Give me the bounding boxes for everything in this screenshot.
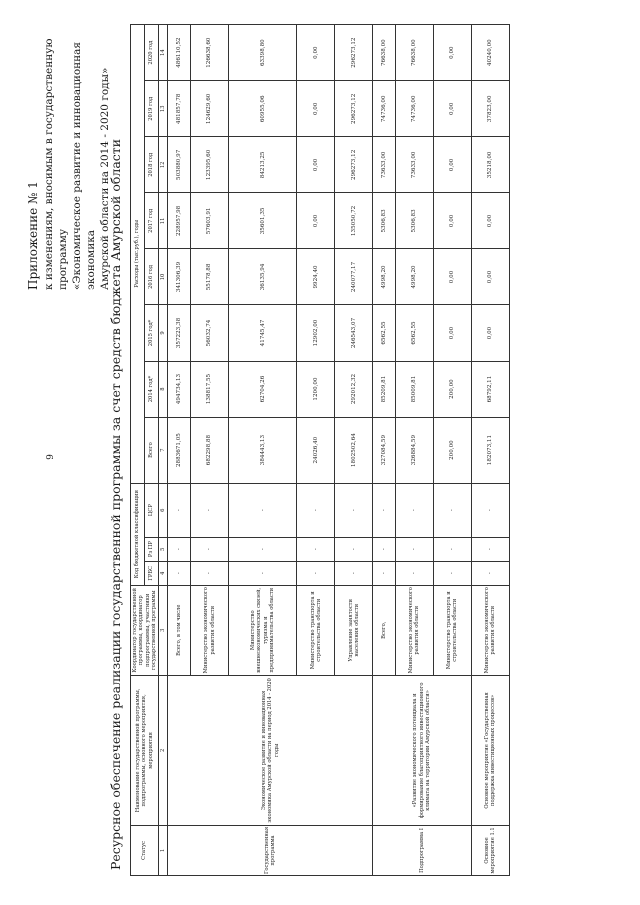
status-cell: Подпрограмма I [373, 825, 471, 875]
year-value-cell: 0,00 [297, 25, 335, 81]
year-value-cell: 296273,12 [335, 81, 373, 137]
year-value-cell: 1200,00 [297, 361, 335, 417]
rzpr-cell: - [471, 537, 509, 561]
year-value-cell: 494734,13 [168, 361, 191, 417]
header-year: 2014 год* [145, 361, 159, 417]
coordinator-cell: Министерство экономического развития области [471, 585, 509, 675]
year-value-cell: 85209,81 [373, 361, 396, 417]
program-name-cell: Основное мероприятие «Государственная поддержка инвестиционных процессов» [471, 675, 509, 825]
total-value-cell: 384443,13 [228, 417, 297, 483]
csr-cell: - [471, 483, 509, 537]
table-row [168, 25, 191, 876]
year-value-cell: 292012,32 [335, 361, 373, 417]
csr-cell: - [191, 483, 229, 537]
header-expenses: Расходы (тыс.руб.), годы [131, 25, 145, 484]
year-value-cell: 0,00 [471, 249, 509, 305]
column-number: 9 [159, 305, 168, 361]
header-budget-class: Код бюджетной классификации [131, 483, 145, 585]
year-value-cell: 84213,25 [228, 137, 297, 193]
year-value-cell: 74736,00 [373, 81, 396, 137]
year-value-cell: 56032,74 [191, 305, 229, 361]
header-grbs: ГРБС [145, 561, 159, 585]
year-value-cell: 135050,72 [335, 193, 373, 249]
column-number: 4 [159, 561, 168, 585]
year-value-cell: 85009,81 [395, 361, 433, 417]
grbs-cell: - [335, 561, 373, 585]
year-value-cell: 0,00 [471, 305, 509, 361]
status-cell: Государственная программа [168, 825, 373, 875]
column-number: 12 [159, 137, 168, 193]
year-value-cell: 481857,78 [168, 81, 191, 137]
header-status: Статус [131, 825, 159, 875]
year-value-cell: 0,00 [433, 81, 471, 137]
column-number-row [159, 25, 168, 876]
coordinator-cell: Министерство экономического развития области [191, 585, 229, 675]
column-number: 1 [159, 825, 168, 875]
header-year: 2020 год [145, 25, 159, 81]
coordinator-cell: Управление занятости населения области [335, 585, 373, 675]
year-value-cell: 4998,20 [395, 249, 433, 305]
total-value-cell: 2883671,05 [168, 417, 191, 483]
rzpr-cell: - [191, 537, 229, 561]
year-value-cell: 341306,39 [168, 249, 191, 305]
year-value-cell: 0,00 [433, 249, 471, 305]
rzpr-cell: - [228, 537, 297, 561]
year-value-cell: 5306,83 [395, 193, 433, 249]
resource-table [130, 24, 510, 876]
total-value-cell: 1802502,64 [335, 417, 373, 483]
year-value-cell: 503880,97 [168, 137, 191, 193]
table-title: Ресурсное обеспечение реализации государственной программы за счет средств бюджета Амурской области [108, 138, 123, 870]
column-number: 7 [159, 417, 168, 483]
year-value-cell: 6562,55 [373, 305, 396, 361]
table-body [168, 25, 509, 876]
year-value-cell: 0,00 [433, 137, 471, 193]
year-value-cell: 124629,60 [191, 81, 229, 137]
table-row [471, 25, 509, 876]
year-value-cell: 0,00 [297, 137, 335, 193]
year-value-cell: 138817,55 [191, 361, 229, 417]
coordinator-cell: Министерство транспорта и строительства области [297, 585, 335, 675]
rzpr-cell: - [297, 537, 335, 561]
year-value-cell: 123395,60 [191, 137, 229, 193]
column-number: 2 [159, 675, 168, 825]
csr-cell: - [297, 483, 335, 537]
column-number: 14 [159, 25, 168, 81]
total-value-cell: 682298,88 [191, 417, 229, 483]
year-value-cell: 228957,98 [168, 193, 191, 249]
header-total: Всего [145, 417, 159, 483]
year-value-cell: 12902,00 [297, 305, 335, 361]
coordinator-cell: Министерство транспорта и строительства области [433, 585, 471, 675]
year-value-cell: 0,00 [433, 25, 471, 81]
grbs-cell: - [373, 561, 396, 585]
csr-cell: - [228, 483, 297, 537]
column-number: 11 [159, 193, 168, 249]
year-value-cell: 40240,00 [471, 25, 509, 81]
status-cell: Основное мероприятие 1.1 [471, 825, 509, 875]
appendix-line: Амурской области на 2014 - 2020 годы» [99, 67, 111, 290]
grbs-cell: - [433, 561, 471, 585]
coordinator-cell: Министерство экономического развития области [395, 585, 433, 675]
year-value-cell: 41745,47 [228, 305, 297, 361]
header-rzpr: Рз ПР [145, 537, 159, 561]
year-value-cell: 74736,00 [395, 81, 433, 137]
header-coordinator: Координатор государственной программы, координатор подпрограммы, участники государственной программы [131, 585, 159, 675]
header-row [131, 25, 145, 876]
grbs-cell: - [228, 561, 297, 585]
rotated-document-page [20, 10, 620, 890]
year-value-cell: 60955,06 [228, 81, 297, 137]
year-value-cell: 296273,12 [335, 25, 373, 81]
year-value-cell: 486110,52 [168, 25, 191, 81]
year-value-cell: 0,00 [297, 81, 335, 137]
column-number: 3 [159, 585, 168, 675]
total-value-cell: 24026,40 [297, 417, 335, 483]
year-value-cell: 62704,26 [228, 361, 297, 417]
year-value-cell: 5306,83 [373, 193, 396, 249]
year-value-cell: 9924,40 [297, 249, 335, 305]
column-number: 8 [159, 361, 168, 417]
appendix-title: Приложение № 1 [26, 181, 40, 290]
csr-cell: - [168, 483, 191, 537]
program-name-cell: «Развитие экономического потенциала и формирование благоприятного инвестиционного климата на территории Амурской области» [373, 675, 471, 825]
year-value-cell: 63398,80 [228, 25, 297, 81]
page-number: 6 [42, 454, 53, 460]
total-value-cell: 182073,11 [471, 417, 509, 483]
year-value-cell: 73633,00 [395, 137, 433, 193]
grbs-cell: - [168, 561, 191, 585]
year-value-cell: 0,00 [471, 193, 509, 249]
year-value-cell: 0,00 [297, 193, 335, 249]
year-value-cell: 126638,60 [191, 25, 229, 81]
appendix-line: «Экономическое развитие и инновационная экономика [71, 41, 97, 290]
column-number: 5 [159, 537, 168, 561]
program-name-cell: Экономическое развитие и инновационная экономика Амурской области на период 2014 - 2020 годы [168, 675, 373, 825]
year-value-cell: 68792,11 [471, 361, 509, 417]
header-year: 2019 год [145, 81, 159, 137]
total-value-cell: 200,00 [433, 417, 471, 483]
grbs-cell: - [297, 561, 335, 585]
total-value-cell: 327084,59 [373, 417, 396, 483]
csr-cell: - [373, 483, 396, 537]
csr-cell: - [335, 483, 373, 537]
year-value-cell: 0,00 [433, 193, 471, 249]
column-number: 6 [159, 483, 168, 537]
year-value-cell: 55178,88 [191, 249, 229, 305]
coordinator-cell: Министерство внешнеэкономических связей, туризма и предпринимательства области [228, 585, 297, 675]
year-value-cell: 0,00 [433, 305, 471, 361]
year-value-cell: 4998,20 [373, 249, 396, 305]
year-value-cell: 6562,55 [395, 305, 433, 361]
grbs-cell: - [191, 561, 229, 585]
year-value-cell: 37823,00 [471, 81, 509, 137]
year-value-cell: 76638,00 [395, 25, 433, 81]
rzpr-cell: - [335, 537, 373, 561]
year-value-cell: 76638,00 [373, 25, 396, 81]
year-value-cell: 35601,35 [228, 193, 297, 249]
header-name: Наименование государственной программы, подпрограммы, основного мероприятия, мероприятия [131, 675, 159, 825]
total-value-cell: 326884,59 [395, 417, 433, 483]
year-value-cell: 296273,12 [335, 137, 373, 193]
csr-cell: - [433, 483, 471, 537]
year-value-cell: 35218,00 [471, 137, 509, 193]
header-year: 2016 год [145, 249, 159, 305]
header-year: 2015 год* [145, 305, 159, 361]
rzpr-cell: - [168, 537, 191, 561]
column-number: 10 [159, 249, 168, 305]
grbs-cell: - [471, 561, 509, 585]
year-value-cell: 240077,17 [335, 249, 373, 305]
coordinator-cell: Всего, [373, 585, 396, 675]
year-value-cell: 73633,00 [373, 137, 396, 193]
column-number: 13 [159, 81, 168, 137]
header-year: 2017 год [145, 193, 159, 249]
header-csr: ЦСР [145, 483, 159, 537]
grbs-cell: - [395, 561, 433, 585]
header-year: 2018 год [145, 137, 159, 193]
rzpr-cell: - [373, 537, 396, 561]
rzpr-cell: - [395, 537, 433, 561]
table-row [373, 25, 396, 876]
year-value-cell: 357223,38 [168, 305, 191, 361]
appendix-header [26, 30, 112, 290]
appendix-line: к изменениям, вносимым в государственную программу [43, 38, 69, 290]
csr-cell: - [395, 483, 433, 537]
rzpr-cell: - [433, 537, 471, 561]
year-value-cell: 200,00 [433, 361, 471, 417]
coordinator-cell: Всего, в том числе [168, 585, 191, 675]
year-value-cell: 246543,07 [335, 305, 373, 361]
year-value-cell: 57603,91 [191, 193, 229, 249]
year-value-cell: 36135,94 [228, 249, 297, 305]
